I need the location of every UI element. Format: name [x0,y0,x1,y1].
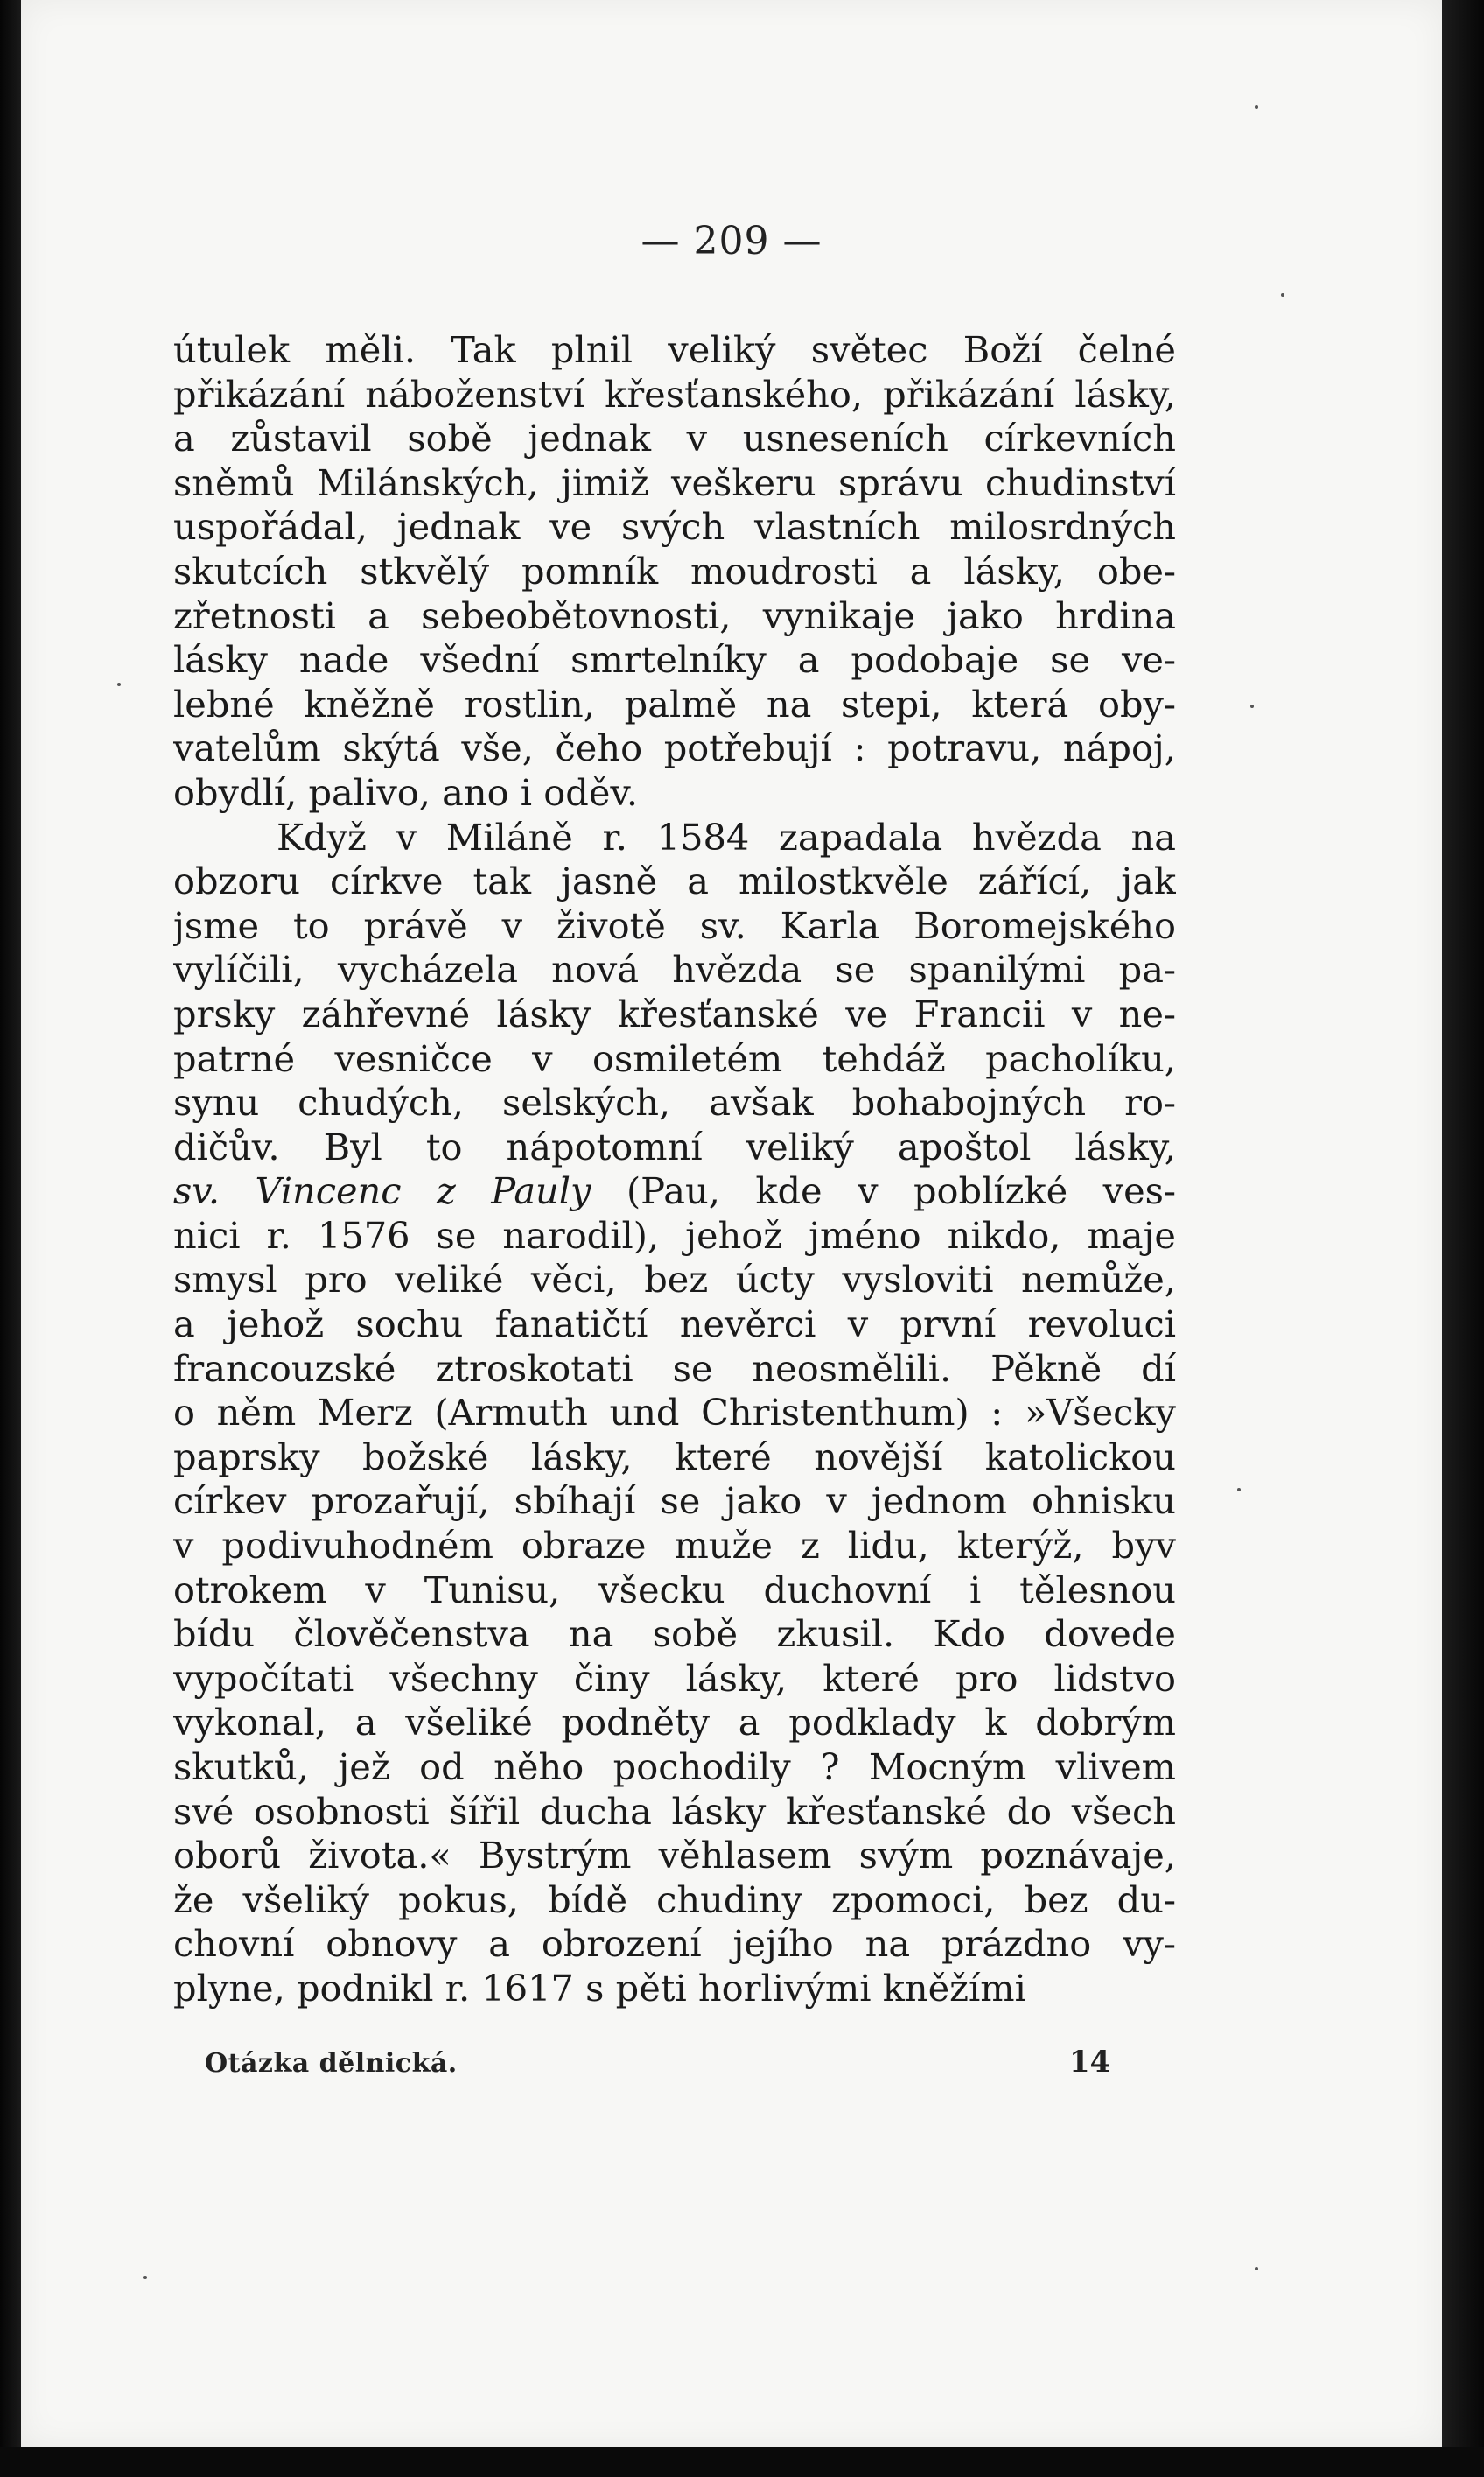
line-text: dičův. Byl to nápotomní veliký apoštol lásky, [173,1125,1176,1168]
line-text: a jehož sochu fanatičtí nevěrci v první revoluci [173,1302,1176,1346]
book-page [21,0,1442,2447]
text-line [173,1878,1176,1923]
line-text: Když v Miláně r. 1584 zapadala hvězda na [276,815,1176,859]
line-text: vatelům skýtá vše, čeho potřebují : potravu, nápoj, [173,726,1176,770]
line-text: obydlí, palivo, ano i oděv. [173,770,639,814]
text-line [173,683,1176,727]
paper-speck [1281,293,1284,297]
text-line [173,1524,1176,1568]
page-number: — 209 — [640,219,822,263]
text-line [173,1214,1176,1259]
paper-speck [1237,1488,1241,1491]
line-text: chovní obnovy a obrození jejího na prázdno vy- [173,1922,1176,1966]
text-line [173,860,1176,904]
line-text: francouzské ztroskotati se neosmělili. Pěkně dí [173,1346,1176,1390]
line-text: skutcích stkvělý pomník moudrosti a lásky, obe- [173,549,1176,593]
line-text: vypočítati všechny činy lásky, které pro lidstvo [173,1656,1176,1700]
text-line [173,1126,1176,1170]
text-line [173,638,1176,683]
text-line [173,1302,1176,1347]
line-text: že všeliký pokus, bídě chudiny zpomoci, bez du- [173,1877,1176,1921]
text-line [173,1479,1176,1524]
text-line [173,373,1176,418]
text-line [173,726,1176,771]
line-text: prsky záhřevné lásky křesťanské ve Francii v ne- [173,992,1176,1035]
line-text: vylíčili, vycházela nová hvězda se spanilými pa- [173,948,1176,992]
text-line [173,1922,1176,1967]
line-text: nici r. 1576 se narodil), jehož jméno nikdo, maje [173,1213,1176,1257]
line-text: jsme to právě v životě sv. Karla Boromejského [173,903,1176,947]
scan-edge-right [1442,0,1484,2477]
paper-speck [1255,105,1258,109]
scan-edge-left [0,0,21,2477]
line-text: a zůstavil sobě jednak v usneseních církevních [173,417,1176,460]
paper-speck [1255,2267,1258,2270]
text-line [173,1568,1176,1613]
paper-speck [117,683,121,686]
text-line [173,904,1176,949]
text-line [173,328,1176,373]
line-text: lebné kněžně rostlin, palmě na stepi, která oby- [173,682,1176,726]
line-text: uspořádal, jednak ve svých vlastních milosrdných [173,505,1176,549]
line-text: zřetnosti a sebeobětovnosti, vynikaje jako hrdina [173,593,1176,637]
text-line [173,1258,1176,1302]
text-line [173,1347,1176,1392]
footer-signature-mark: 14 [1069,2045,1111,2080]
body-text [173,328,1176,2011]
line-text: přikázání náboženství křesťanského, přikázání lásky, [173,372,1176,416]
line-text: bídu člověčenstva na sobě zkusil. Kdo dovede [173,1612,1176,1656]
line-text: obzoru církve tak jasně a milostkvěle zářící, jak [173,860,1176,903]
text-line [173,1391,1176,1435]
text-line [173,461,1176,506]
text-line [173,1081,1176,1126]
text-line [173,948,1176,993]
text-line [173,1967,1176,2011]
line-text: své osobnosti šířil ducha lásky křesťanské do všech [173,1789,1176,1833]
italic-name: sv. Vincenc z Pauly [173,1169,592,1213]
line-text: synu chudých, selských, avšak bohabojných ro- [173,1081,1176,1125]
line-text: skutků, jež od něho pochodily ? Mocným vlivem [173,1745,1176,1788]
text-line [173,1745,1176,1790]
text-line [173,594,1176,639]
text-line [173,771,1176,816]
line-text: otrokem v Tunisu, všecku duchovní i tělesnou [173,1568,1176,1611]
paper-speck [144,2276,147,2279]
line-text: plyne, podnikl r. 1617 s pěti horlivými kněžími [173,1966,1026,2010]
line-text: vykonal, a všeliké podněty a podklady k dobrým [173,1701,1176,1744]
text-line [173,993,1176,1037]
text-line [173,1169,1176,1214]
line-text: patrné vesničce v osmiletém tehdáž pacholíku, [173,1036,1176,1080]
text-line [173,816,1176,860]
line-text: útulek měli. Tak plnil veliký světec Boží čelné [173,328,1176,371]
text-line [173,1657,1176,1702]
text-line [173,550,1176,594]
text-line [173,1834,1176,1878]
text-line [173,1037,1176,1082]
line-text: církev prozařují, sbíhají se jako v jednom ohnisku [173,1479,1176,1523]
line-text: lásky nade všední smrtelníky a podobaje se ve- [173,638,1176,682]
line-text: oborů života.« Bystrým věhlasem svým poznávaje, [173,1834,1176,1877]
text-line [173,1790,1176,1835]
line-text: (Pau, kde v poblízké ves- [591,1169,1176,1213]
text-line [173,505,1176,550]
line-text: v podivuhodném obraze muže z lidu, kterýž, byv [173,1524,1176,1568]
line-text: o něm Merz (Armuth und Christenthum) : »Všecky [173,1391,1176,1435]
text-line [173,1701,1176,1745]
scan-edge-bottom [0,2447,1484,2477]
line-text: sněmů Milánských, jimiž veškeru správu chudinství [173,460,1176,504]
text-line [173,1612,1176,1657]
footer-title: Otázka dělnická. [205,2048,458,2079]
line-text: smysl pro veliké věci, bez úcty vysloviti nemůže, [173,1258,1176,1302]
text-line [173,1435,1176,1480]
line-text: paprsky božské lásky, které novější katolickou [173,1435,1176,1478]
paper-speck [1250,705,1254,708]
text-line [173,417,1176,461]
